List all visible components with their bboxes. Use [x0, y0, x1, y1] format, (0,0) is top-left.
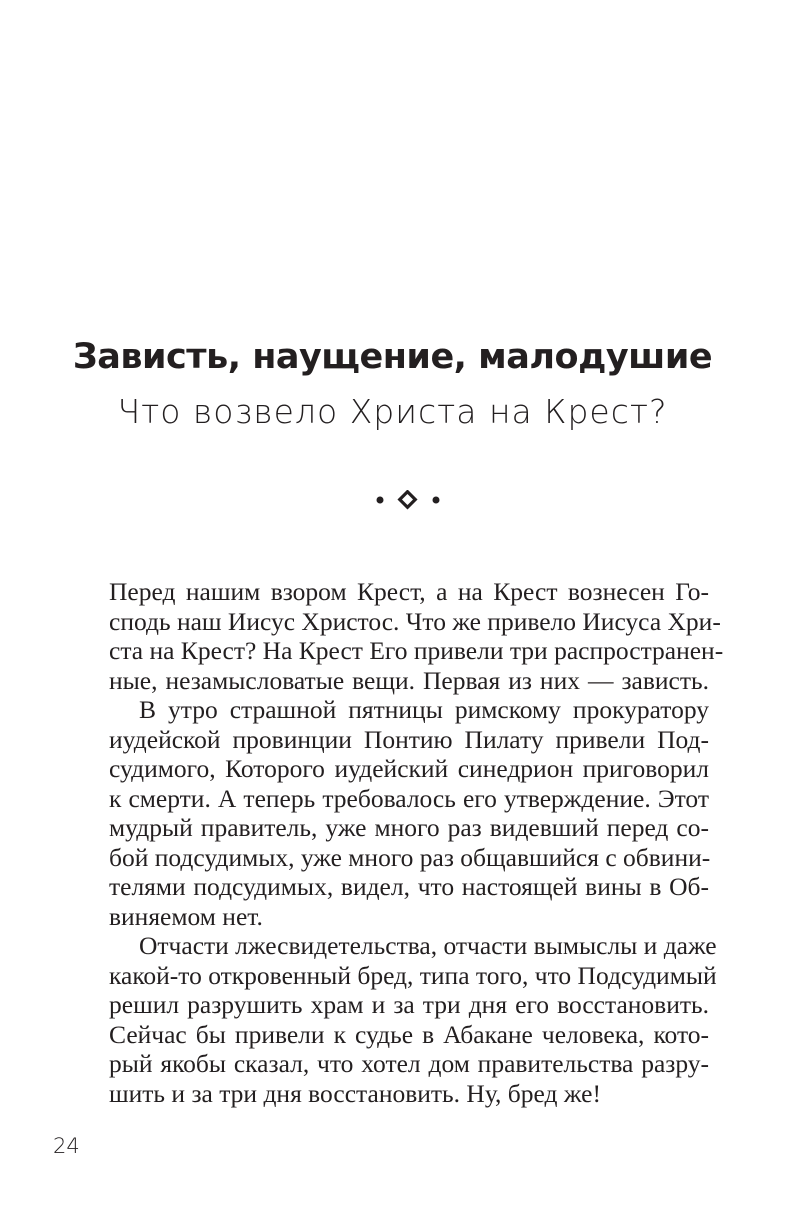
text-line: судимого, Которого иудейский синедрион приговорил	[109, 754, 709, 783]
text-line: шить и за три дня восстановить. Ну, бред же!	[109, 1078, 601, 1108]
text-line: виняемом нет.	[109, 901, 263, 931]
page-number: 24	[53, 1134, 80, 1158]
text-line: Сейчас бы привели к судье в Абакане человека, кото-	[109, 1019, 709, 1049]
paragraph-3	[109, 931, 717, 1108]
text-line: ста на Крест? На Крест Его привели три распространен-	[109, 636, 724, 665]
text-line: к смерти. А теперь требовалось его утверждение. Этот	[109, 783, 709, 813]
text-line: ные, незамысловатые вещи. Первая из них — зависть.	[109, 665, 709, 695]
body-text	[109, 577, 724, 1108]
paragraph-2	[109, 695, 709, 931]
text-line: какой-то откровенный бред, типа того, что Подсудимый	[109, 960, 717, 990]
text-line: бой подсудимых, уже много раз общавшийся с обвини-	[109, 842, 711, 872]
chapter-subtitle: Что возвело Христа на Крест?	[117, 392, 668, 431]
text-line: Перед нашим взором Крест, а на Крест вознесен Го-	[109, 577, 709, 606]
paragraph-1	[109, 577, 724, 695]
text-line: сподь наш Иисус Христос. Что же привело Иисуса Хри-	[109, 606, 721, 636]
text-line: мудрый правитель, уже много раз видевший перед со-	[109, 813, 709, 842]
text-line: Отчасти лжесвидетельства, отчасти вымыслы и даже	[139, 931, 717, 960]
chapter-title: Зависть, наущение, малодушие	[72, 337, 713, 377]
text-line: телями подсудимых, видел, что настоящей вины в Об-	[109, 872, 709, 901]
text-line: В утро страшной пятницы римскому прокуратору	[139, 695, 709, 724]
text-line: рый якобы сказал, что хотел дом правительства разру-	[109, 1049, 709, 1078]
ornament-divider-icon	[370, 490, 446, 510]
dot-icon	[433, 497, 440, 504]
text-line: решил разрушить храм и за три дня его восстановить.	[109, 990, 709, 1019]
diamond-icon	[400, 492, 416, 508]
dot-icon	[377, 497, 384, 504]
text-line: иудейской провинции Понтию Пилату привели Под-	[109, 724, 709, 754]
